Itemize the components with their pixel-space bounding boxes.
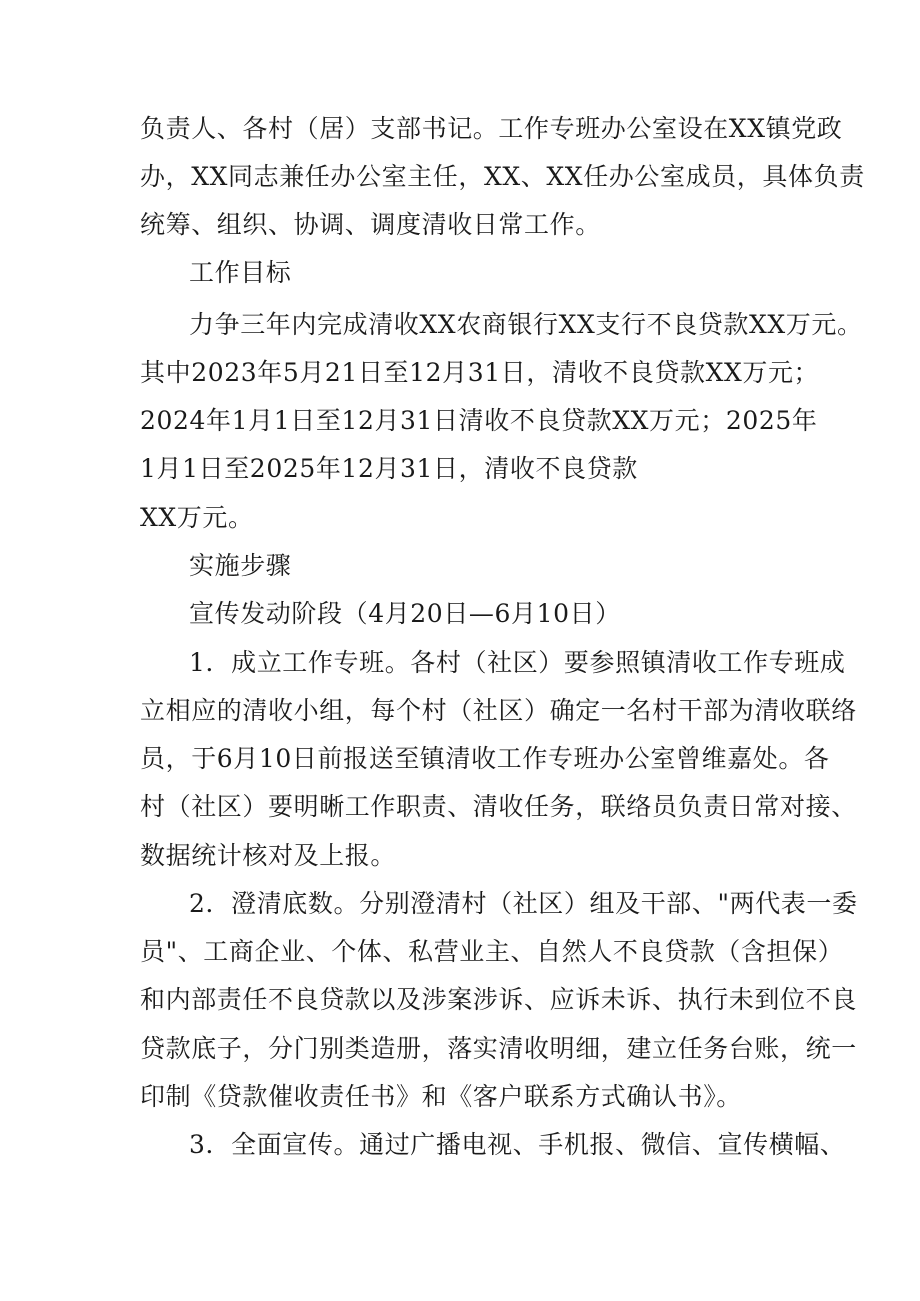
body-text-line: 员，于6月10日前报送至镇清收工作专班办公室曾维嘉处。各 — [140, 744, 830, 773]
body-text-line: 印制《贷款催收责任书》和《客户联系方式确认书》。 — [140, 1082, 742, 1111]
body-text-line: XX万元。 — [140, 503, 254, 532]
body-text-line: 员"、工商企业、个体、私营业主、自然人不良贷款（含担保） — [140, 937, 844, 966]
body-text-line: 1月1日至2025年12月31日，清收不良贷款 — [140, 454, 638, 483]
body-text-line: 负责人、各村（居）支部书记。工作专班办公室设在XX镇党政 — [140, 114, 843, 143]
body-text-line: 2024年1月1日至12月31日清收不良贷款XX万元；2025年 — [140, 406, 818, 435]
body-text-line: 2．澄清底数。分别澄清村（社区）组及干部、"两代表一委 — [189, 889, 858, 918]
body-text-line: 力争三年内完成清收XX农商银行XX支行不良贷款XX万元。 — [189, 310, 863, 339]
body-text-line: 1．成立工作专班。各村（社区）要参照镇清收工作专班成 — [189, 648, 846, 677]
body-text-line: 3．全面宣传。通过广播电视、手机报、微信、宣传横幅、 — [189, 1130, 846, 1159]
body-text-line: 数据统计核对及上报。 — [140, 841, 397, 870]
body-text-line: 办，XX同志兼任办公室主任，XX、XX任办公室成员，具体负责 — [140, 162, 865, 191]
body-text-line: 贷款底子，分门别类造册，落实清收明细，建立任务台账，统一 — [140, 1034, 857, 1063]
body-text-line: 和内部责任不良贷款以及涉案涉诉、应诉未诉、执行未到位不良 — [140, 985, 857, 1014]
body-text-line: 统筹、组织、协调、调度清收日常工作。 — [140, 210, 601, 239]
body-text-line: 立相应的清收小组，每个村（社区）确定一名村干部为清收联络 — [140, 696, 857, 725]
body-text-line: 其中2023年5月21日至12月31日，清收不良贷款XX万元； — [140, 358, 820, 387]
body-text-line: 村（社区）要明晰工作职责、清收任务，联络员负责日常对接、 — [140, 792, 857, 821]
section-heading-implementation-steps: 实施步骤 — [189, 551, 292, 580]
section-heading-work-goals: 工作目标 — [189, 258, 292, 287]
subsection-heading-publicity-phase: 宣传发动阶段（4月20日—6月10日） — [189, 599, 621, 628]
